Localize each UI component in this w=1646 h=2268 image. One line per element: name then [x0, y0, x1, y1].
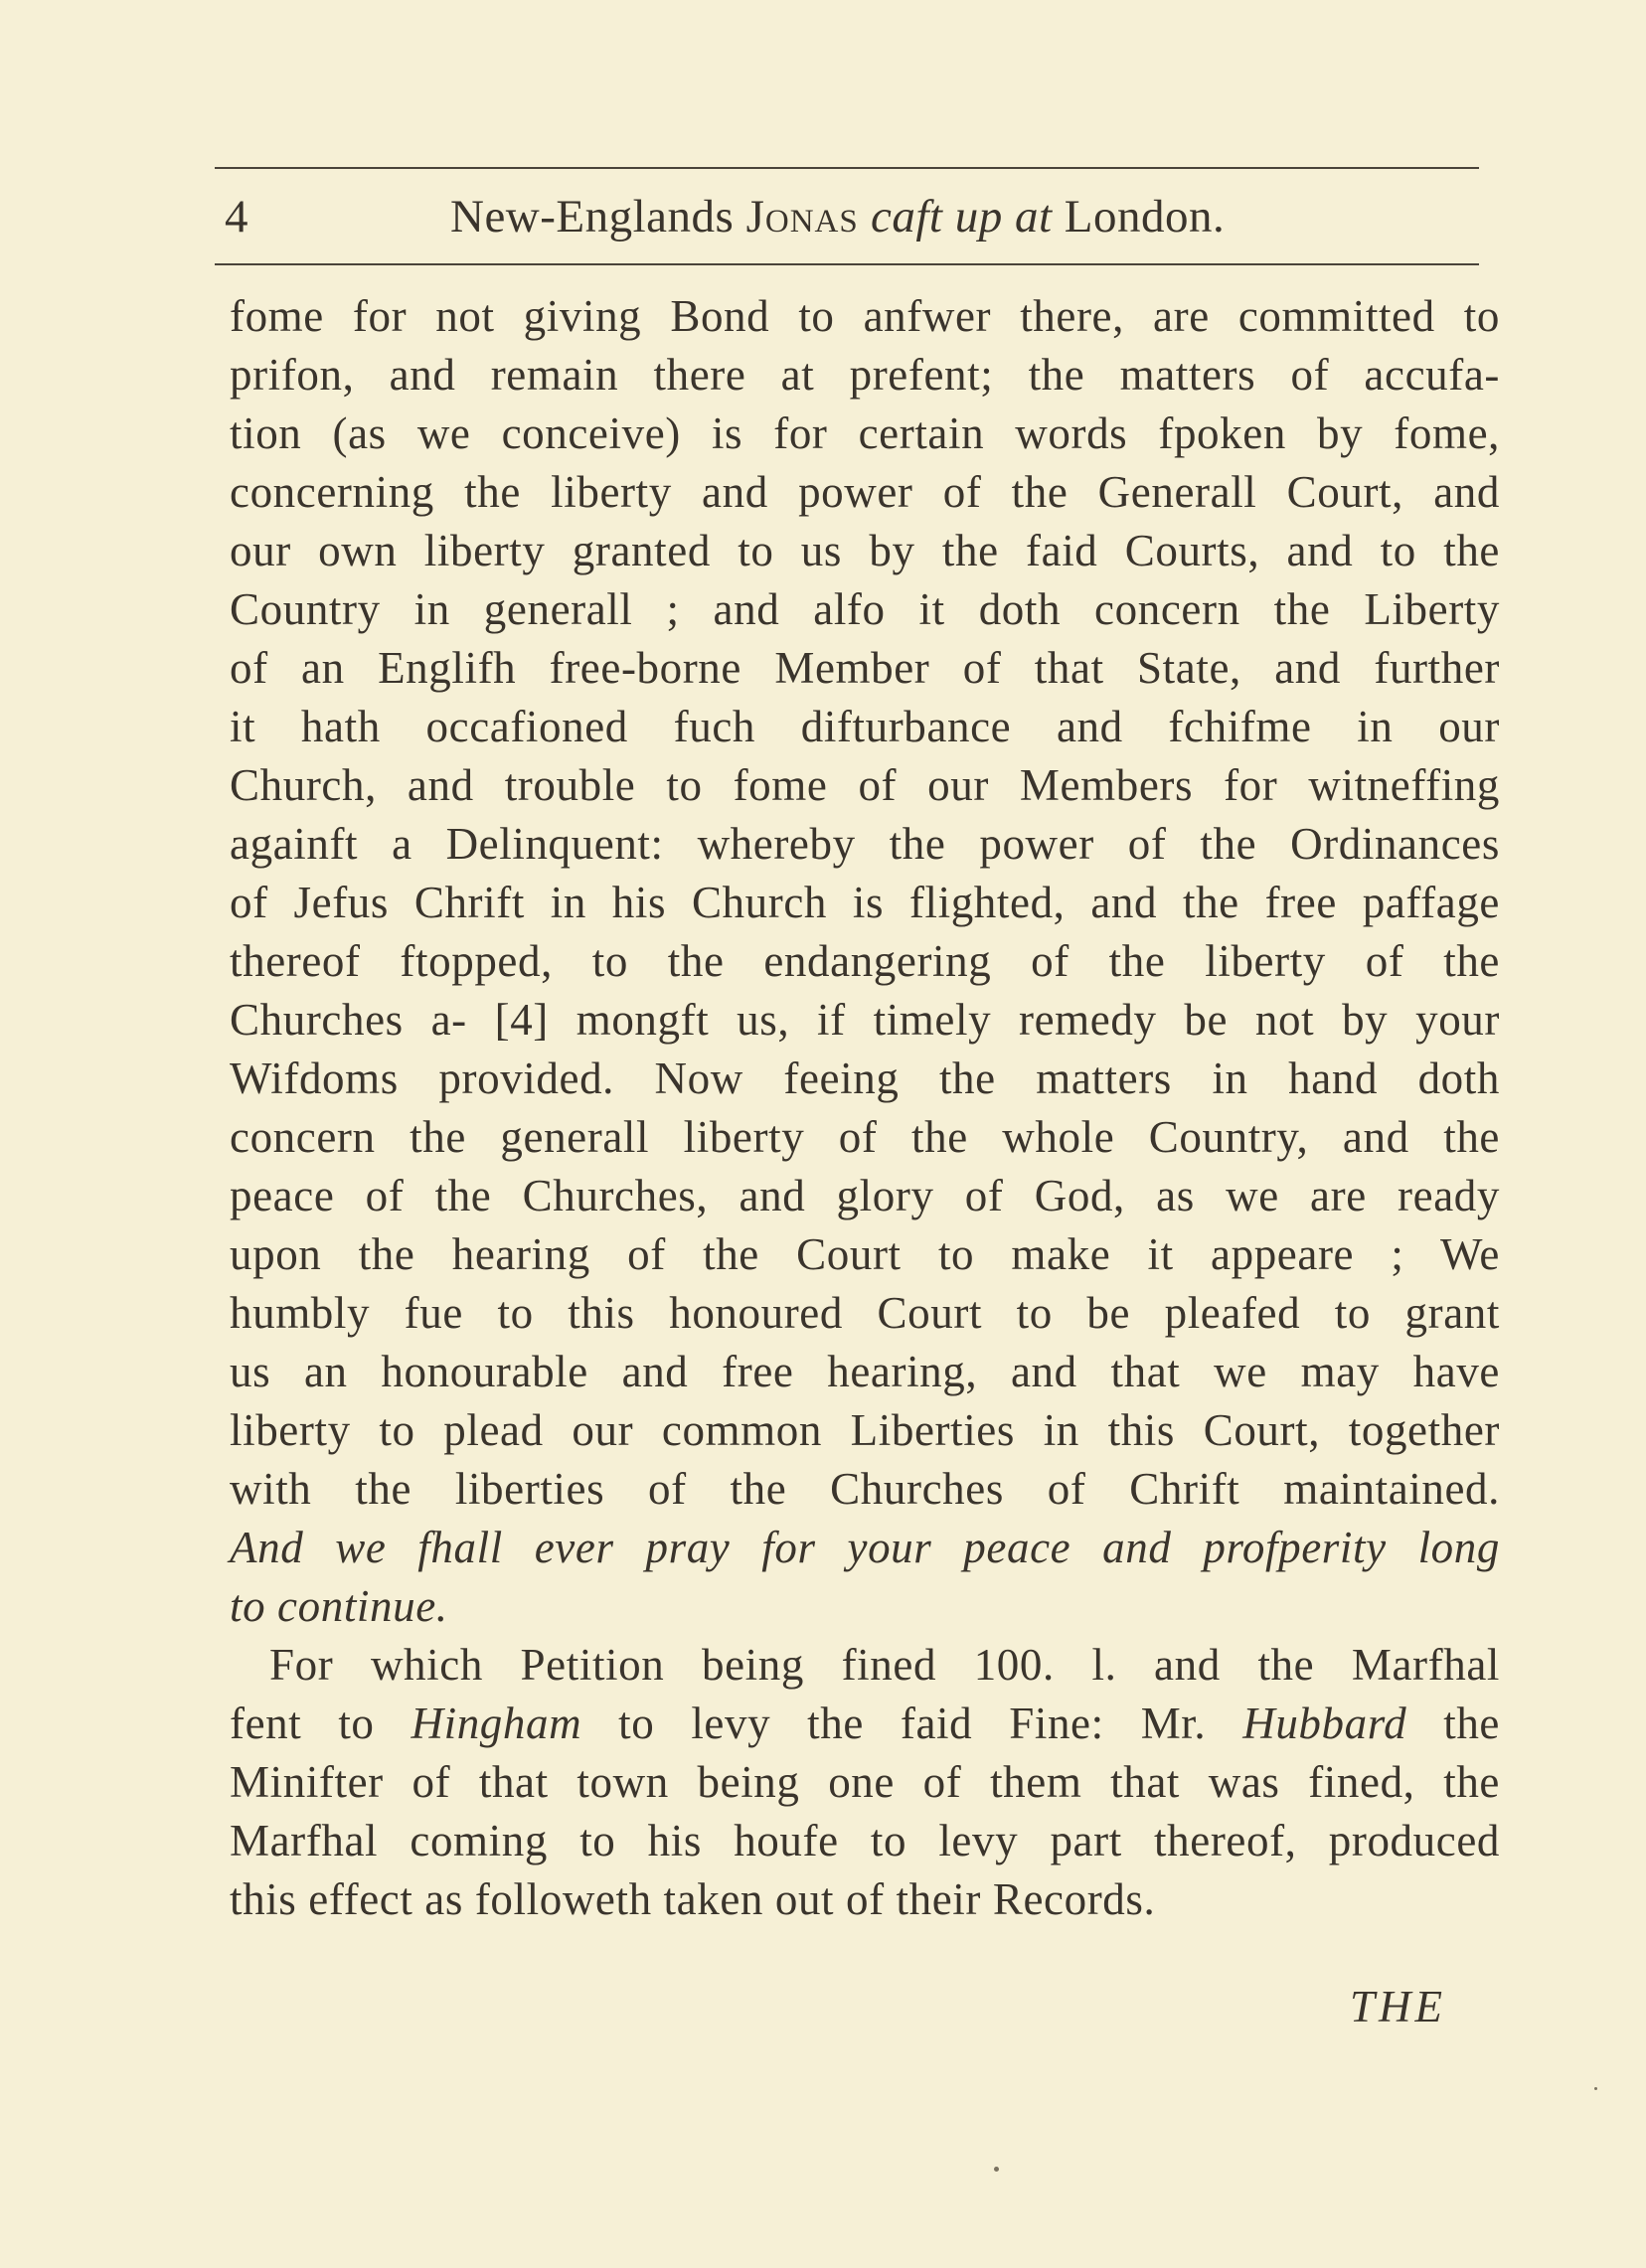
- text-line: tion (as we conceive) is for certain words fpoken by fome,: [230, 408, 1500, 458]
- running-header: [225, 187, 1479, 246]
- text-line: Marfhal coming to his houfe to levy part thereof, produced: [230, 1816, 1500, 1865]
- running-title-part1: New-Englands: [450, 191, 746, 243]
- text-line: fome for not giving Bond to anfwer there, are committed to: [230, 291, 1500, 341]
- text-line: humbly fue to this honoured Court to be pleafed to grant: [230, 1288, 1500, 1338]
- text-line: Wifdoms provided. Now feeing the matters in hand doth: [230, 1053, 1500, 1103]
- text-line: Minifter of that town being one of them that was fined, the: [230, 1757, 1500, 1807]
- text-line: of Jefus Chrift in his Church is flighted, and the free paffage: [230, 878, 1500, 927]
- body-text: [230, 287, 1500, 1929]
- text-line: prifon, and remain there at prefent; the matters of accufa-: [230, 350, 1500, 400]
- closing-prayer-line: And we fhall ever pray for your peace and profperity long: [230, 1523, 1500, 1572]
- text-fragment: the: [1406, 1699, 1501, 1748]
- text-line: Church, and trouble to fome of our Members for witneffing: [230, 760, 1500, 810]
- person-name-hubbard: Hubbard: [1242, 1699, 1407, 1748]
- text-line: concern the generall liberty of the whole Country, and the: [230, 1112, 1500, 1162]
- text-line-with-names: [230, 1695, 1500, 1753]
- catchword: THE: [1350, 1982, 1447, 2031]
- running-title-jonas: Jonas: [745, 191, 859, 243]
- running-title: [450, 187, 1225, 246]
- text-line: our own liberty granted to us by the faid Courts, and to the: [230, 526, 1500, 575]
- text-line: concerning the liberty and power of the Generall Court, and: [230, 467, 1500, 517]
- running-title-italic: caft up at: [858, 191, 1053, 243]
- text-line: peace of the Churches, and glory of God, as we are ready: [230, 1171, 1500, 1220]
- text-line: us an honourable and free hearing, and that we may have: [230, 1347, 1500, 1396]
- text-line: thereof ftopped, to the endangering of the liberty of the: [230, 936, 1500, 986]
- header-rule-top: [215, 167, 1479, 169]
- text-line: upon the hearing of the Court to make it appeare ; We: [230, 1229, 1500, 1279]
- text-line: this effect as followeth taken out of their Records.: [230, 1874, 1156, 1924]
- text-line: it hath occafioned fuch difturbance and fchifme in our: [230, 702, 1500, 751]
- closing-prayer-line: to continue.: [230, 1581, 448, 1631]
- running-title-part4: London.: [1052, 191, 1226, 243]
- text-line: of an Englifh free-borne Member of that State, and further: [230, 643, 1500, 693]
- text-line: againft a Delinquent: whereby the power of the Ordinances: [230, 819, 1500, 869]
- place-name-hingham: Hingham: [411, 1699, 582, 1748]
- page-number: 4: [225, 191, 248, 243]
- header-rule-bottom: [215, 263, 1479, 265]
- text-fragment: fent to: [230, 1699, 412, 1748]
- text-line: with the liberties of the Churches of Chrift maintained.: [230, 1464, 1500, 1514]
- paragraph-start-line: For which Petition being fined 100. l. and the Marfhal: [269, 1640, 1500, 1690]
- paper-speck: [994, 2167, 999, 2172]
- text-line: liberty to plead our common Liberties in this Court, together: [230, 1405, 1500, 1455]
- text-line: Country in generall ; and alfo it doth concern the Liberty: [230, 584, 1500, 634]
- text-fragment: to levy the faid Fine: Mr.: [581, 1699, 1243, 1748]
- text-line: Churches a- [4] mongft us, if timely remedy be not by your: [230, 995, 1500, 1045]
- paper-speck: [1594, 2087, 1597, 2090]
